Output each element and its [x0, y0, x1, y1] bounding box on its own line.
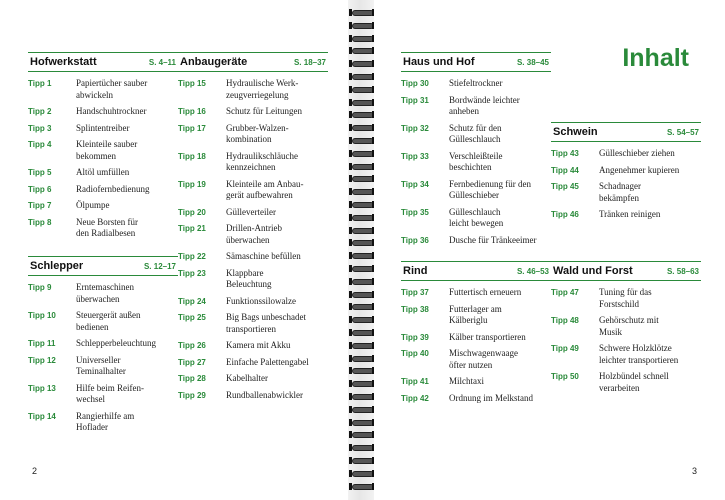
tip-number: Tipp 41	[401, 377, 429, 386]
tip-entry	[178, 106, 328, 118]
tip-title: Kleinteile sauber bekommen	[76, 139, 138, 161]
tip-number: Tipp 26	[178, 341, 206, 350]
tip-number: Tipp 4	[28, 140, 52, 149]
tip-number: Tipp 1	[28, 79, 52, 88]
binding-ring	[349, 315, 375, 324]
tip-title: Sämaschine befüllen	[226, 251, 301, 261]
tip-entry	[401, 393, 551, 405]
tip-number: Tipp 6	[28, 184, 52, 194]
tip-entry	[551, 209, 701, 221]
section-anbaugeraete	[178, 52, 328, 406]
tip-entry	[178, 296, 328, 308]
right-page	[374, 0, 725, 500]
tip-entry	[401, 348, 551, 371]
tip-number: Tipp 27	[178, 357, 206, 367]
binding-ring	[349, 482, 375, 491]
tip-title: Papiertücher sauber abwickeln	[76, 78, 148, 100]
tip-entry	[178, 390, 328, 402]
tip-number: Tipp 39	[401, 332, 429, 342]
tip-entry	[178, 207, 328, 219]
tip-title: Rundballenabwickler	[226, 389, 303, 400]
section-title: Schlepper	[30, 260, 84, 272]
tip-number: Tipp 34	[401, 179, 429, 189]
tip-title: Stiefeltrockner	[449, 78, 503, 88]
tip-title: Dusche für Tränkeeimer	[449, 234, 537, 245]
tip-number: Tipp 15	[178, 79, 206, 88]
tip-title: Radiofernbedienung	[76, 183, 150, 194]
tip-number: Tipp 50	[551, 372, 579, 381]
tip-entry	[28, 167, 178, 179]
tip-title: Gülleverteiler	[226, 206, 276, 217]
tip-entry	[551, 148, 701, 160]
tip-number: Tipp 42	[401, 393, 429, 403]
tip-title: Kamera mit Akku	[226, 340, 291, 350]
binding-ring	[349, 110, 375, 119]
binding-ring	[349, 264, 375, 273]
binding-ring	[349, 405, 375, 414]
binding-ring	[349, 302, 375, 311]
section-title: Rind	[403, 265, 428, 277]
tip-title: Einfache Palettengabel	[226, 356, 309, 367]
tip-number: Tipp 20	[178, 207, 206, 217]
section-header	[28, 52, 178, 72]
tip-number: Tipp 13	[28, 383, 56, 393]
tip-title: Splintentreiber	[76, 122, 130, 133]
tip-entry	[551, 315, 701, 338]
tip-title: Schutz für den Gülleschlauch	[449, 122, 502, 144]
tip-number: Tipp 49	[551, 344, 579, 353]
tip-title: Handschuhtrockner	[76, 106, 147, 116]
tip-entry	[178, 151, 328, 174]
tip-entry	[28, 106, 178, 118]
tip-number: Tipp 28	[178, 374, 206, 383]
tip-title: Fernbedienung für den Gülleschieber	[449, 178, 531, 200]
tip-number: Tipp 48	[551, 316, 579, 325]
section-rind	[401, 261, 551, 409]
tip-entry	[178, 340, 328, 352]
tip-number: Tipp 23	[178, 268, 206, 278]
tip-entry	[178, 223, 328, 246]
section-wald-und-forst	[551, 261, 701, 399]
tip-entry	[401, 332, 551, 344]
tip-entry	[551, 287, 701, 310]
section-page-range: S. 46–53	[516, 266, 549, 276]
tip-entry	[28, 282, 178, 305]
tip-number: Tipp 18	[178, 151, 206, 161]
tip-entry	[28, 310, 178, 333]
tip-number: Tipp 45	[551, 182, 579, 191]
tip-title: Tränken reinigen	[599, 209, 661, 219]
tip-entry	[28, 411, 178, 434]
binding-ring	[349, 46, 375, 55]
tip-number: Tipp 11	[28, 339, 56, 348]
tip-number: Tipp 44	[551, 165, 579, 175]
tip-number: Tipp 47	[551, 288, 579, 297]
tip-number: Tipp 19	[178, 179, 206, 189]
tip-title: Drillen-Antrieb überwachen	[226, 223, 282, 245]
tip-title: Angenehmer kupieren	[599, 164, 680, 175]
section-header	[401, 261, 551, 281]
tip-number: Tipp 17	[178, 123, 206, 133]
section-title: Schwein	[553, 126, 598, 138]
binding-ring	[349, 187, 375, 196]
tip-number: Tipp 29	[178, 390, 206, 400]
tip-entry	[28, 78, 178, 101]
section-title: Hofwerkstatt	[30, 56, 97, 68]
tip-number: Tipp 2	[28, 107, 52, 116]
left-page	[0, 0, 352, 500]
binding-ring	[349, 226, 375, 235]
section-hofwerkstatt	[28, 52, 178, 245]
tip-entry	[551, 343, 701, 366]
tip-title: Neue Borsten für den Radialbesen	[76, 216, 138, 238]
binding-ring	[349, 98, 375, 107]
binding-ring	[349, 290, 375, 299]
tip-title: Schwere Holzklötze leichter transportieren	[599, 343, 679, 365]
tip-title: Schadnager bekämpfen	[599, 181, 641, 203]
tip-number: Tipp 7	[28, 201, 52, 210]
section-schwein	[551, 122, 701, 226]
section-page-range: S. 18–37	[293, 57, 326, 67]
tip-title: Rangierhilfe am Hoflader	[76, 410, 135, 432]
binding-ring	[349, 200, 375, 209]
binding-ring	[349, 366, 375, 375]
tip-entry	[401, 78, 551, 90]
binding-ring	[349, 136, 375, 145]
tip-entry	[28, 184, 178, 196]
tip-title: Altöl umfüllen	[76, 167, 130, 177]
section-header	[551, 122, 701, 142]
binding-ring	[349, 277, 375, 286]
tip-title: Ordnung im Melkstand	[449, 392, 533, 403]
binding-ring	[349, 238, 375, 247]
binding-ring	[349, 469, 375, 478]
tip-entry	[28, 217, 178, 240]
section-page-range: S. 12–17	[143, 261, 176, 271]
binding-ring	[349, 149, 375, 158]
tip-number: Tipp 8	[28, 217, 52, 227]
tip-number: Tipp 32	[401, 123, 429, 133]
binding-ring	[349, 85, 375, 94]
page-number-right: 3	[691, 466, 697, 476]
tip-title: Ölpumpe	[76, 200, 110, 210]
section-page-range: S. 4–11	[148, 57, 176, 67]
tip-title: Bordwände leichter anheben	[449, 94, 520, 116]
binding-ring	[349, 213, 375, 222]
binding-ring	[349, 430, 375, 439]
section-title: Anbaugeräte	[180, 56, 248, 68]
tip-number: Tipp 36	[401, 235, 429, 245]
tip-entry	[178, 373, 328, 385]
tip-entry	[401, 235, 551, 247]
tip-entry	[28, 123, 178, 135]
tip-entry	[551, 371, 701, 394]
tip-number: Tipp 35	[401, 207, 429, 217]
tip-number: Tipp 12	[28, 355, 56, 365]
tip-number: Tipp 38	[401, 304, 429, 314]
tip-number: Tipp 25	[178, 313, 206, 322]
tip-title: Verschleißteile beschichten	[449, 150, 503, 172]
binding-ring	[349, 34, 375, 43]
binding-ring	[349, 456, 375, 465]
tip-title: Kabelhalter	[226, 373, 268, 383]
section-header	[401, 52, 551, 72]
tip-number: Tipp 22	[178, 252, 206, 261]
tip-number: Tipp 37	[401, 288, 429, 297]
tip-entry	[401, 207, 551, 230]
tip-number: Tipp 16	[178, 107, 206, 116]
tip-title: Schutz für Leitungen	[226, 106, 302, 116]
binding-ring	[349, 21, 375, 30]
tip-number: Tipp 5	[28, 168, 52, 177]
binding-ring	[349, 174, 375, 183]
tip-number: Tipp 30	[401, 79, 429, 88]
section-header	[28, 256, 178, 276]
tip-entry	[28, 338, 178, 350]
tip-entry	[28, 200, 178, 212]
spiral-binding	[348, 0, 376, 500]
tip-entry	[28, 355, 178, 378]
tip-title: Big Bags unbeschadet transportieren	[226, 312, 306, 334]
section-title: Haus und Hof	[403, 56, 475, 68]
tip-entry	[401, 376, 551, 388]
tip-entry	[178, 123, 328, 146]
tip-number: Tipp 40	[401, 349, 429, 358]
tip-entry	[401, 95, 551, 118]
tip-entry	[551, 165, 701, 177]
tip-entry	[178, 312, 328, 335]
section-page-range: S. 54–57	[666, 127, 699, 137]
tip-title: Schlepperbeleuchtung	[76, 338, 156, 348]
tip-number: Tipp 24	[178, 296, 206, 306]
tip-title: Gülleschlauch leicht bewegen	[449, 206, 504, 228]
tip-title: Gehörschutz mit Musik	[599, 315, 659, 337]
section-page-range: S. 58–63	[666, 266, 699, 276]
tip-entry	[401, 123, 551, 146]
tip-title: Kälber transportieren	[449, 331, 526, 342]
binding-ring	[349, 379, 375, 388]
tip-number: Tipp 33	[401, 151, 429, 161]
tip-title: Futterlager am Kälberiglu	[449, 303, 502, 325]
tip-title: Erntemaschinen überwachen	[76, 282, 134, 304]
tip-title: Steuergerät außen bedienen	[76, 310, 141, 332]
binding-ring	[349, 59, 375, 68]
tip-entry	[401, 287, 551, 299]
tip-entry	[551, 181, 701, 204]
binding-ring	[349, 251, 375, 260]
tip-title: Universeller Teminalhalter	[76, 354, 126, 376]
tip-entry	[401, 151, 551, 174]
tip-number: Tipp 3	[28, 123, 52, 133]
tip-title: Kleinteile am Anbau- gerät aufbewahren	[226, 178, 304, 200]
binding-ring	[349, 162, 375, 171]
tip-title: Milchtaxi	[449, 376, 484, 386]
section-haus-und-hof	[401, 52, 551, 251]
tip-number: Tipp 14	[28, 411, 56, 421]
tip-entry	[178, 357, 328, 369]
page-number-left: 2	[32, 466, 38, 476]
tip-entry	[401, 304, 551, 327]
section-header	[178, 52, 328, 72]
binding-ring	[349, 443, 375, 452]
binding-ring	[349, 328, 375, 337]
section-header	[551, 261, 701, 281]
tip-title: Grubber-Walzen- kombination	[226, 122, 289, 144]
tip-number: Tipp 10	[28, 311, 56, 320]
tip-title: Futtertisch erneuern	[449, 287, 522, 297]
tip-entry	[178, 179, 328, 202]
tip-title: Tuning für das Forstschild	[599, 287, 652, 309]
tip-title: Gülleschieber ziehen	[599, 148, 675, 158]
tip-entry	[28, 139, 178, 162]
binding-ring	[349, 418, 375, 427]
tip-entry	[178, 251, 328, 263]
tip-number: Tipp 43	[551, 149, 579, 158]
section-schlepper	[28, 256, 178, 439]
tip-title: Hydraulikschläuche kennzeichnen	[226, 150, 298, 172]
tip-title: Hilfe beim Reifen- wechsel	[76, 382, 144, 404]
tip-number: Tipp 46	[551, 210, 579, 219]
tip-entry	[28, 383, 178, 406]
tip-title: Holzbündel schnell verarbeiten	[599, 371, 669, 393]
page-heading: Inhalt	[622, 44, 689, 72]
binding-ring	[349, 72, 375, 81]
tip-title: Funktionssilowalze	[226, 295, 296, 306]
binding-ring	[349, 354, 375, 363]
tip-number: Tipp 21	[178, 224, 206, 233]
section-title: Wald und Forst	[553, 265, 633, 277]
binding-ring	[349, 392, 375, 401]
tip-entry	[401, 179, 551, 202]
tip-title: Mischwagenwaage öfter nutzen	[449, 348, 518, 370]
tip-entry	[178, 268, 328, 291]
tip-number: Tipp 31	[401, 95, 429, 105]
tip-entry	[178, 78, 328, 101]
section-page-range: S. 38–45	[516, 57, 549, 67]
tip-number: Tipp 9	[28, 283, 52, 292]
binding-ring	[349, 341, 375, 350]
binding-ring	[349, 8, 375, 17]
tip-title: Hydraulische Werk- zeugverriegelung	[226, 78, 299, 100]
binding-ring	[349, 123, 375, 132]
tip-title: Klappbare Beleuchtung	[226, 267, 272, 289]
